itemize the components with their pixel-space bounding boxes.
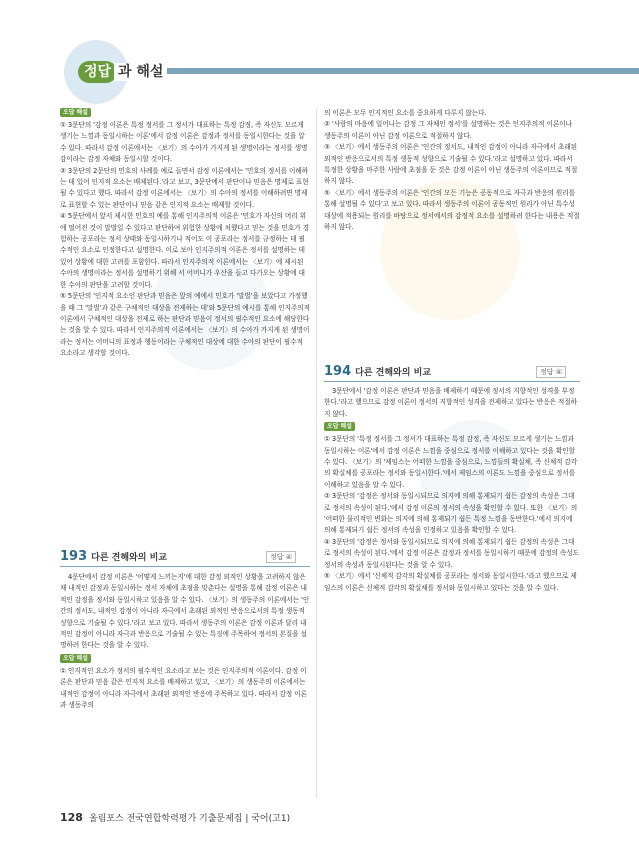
paragraph: ① 3문단의 '감정 이론은 특정 정서를 그 정서가 대표하는 특정 감정, 즉 자신도 모르게 생기는 느낌과 동일시하는 이론'에서 감정 이론은 감정과 정서를 동일시한다는 것을 알 수 있다. 따라서 감정 이론에서는 〈보기〉의 수아가 가지게 된 생명이라는 정서를 생명감이라는 감정 자체와 동일시할 것이다. — [60, 121, 308, 164]
paragraph: ⑤ 5문단의 '인지적 요소인 판단과 믿음은 앞의 예에서 민호가 '말벌'을 보았다고 가정했을 때 그 '말벌'과 같은 구체적인 대상을 전제하는 데'와 5문단의 예시를 통해 인지주의적 이론에서 구체적인 대상을 전제로 하는 판단과 믿음이 정서의 필수적인 요소에 해당한다는 것을 알 수 있다. 따라서 인지주의적 이론에서는 〈보기〉의 수아가 가지게 된 생명이라는 정서는 어머니의 표정과 행동이라는 구체적인 대상에 대한 수아의 판단이 필수적 요소라고 생각할 것이다. — [60, 292, 310, 358]
header-rule — [108, 68, 639, 74]
header-badge: 정답 — [78, 61, 117, 83]
question-title: 다른 견해와의 비교 — [91, 552, 167, 563]
left-explanation — [60, 106, 310, 360]
paragraph: ④ 5문단에서 앞서 제시한 민호의 예를 통해 인지주의적 이론은 '민호가 자신의 머리 위에 떨어진 것이 말벌일 수 있다고 판단하여 위험한 상황에 처했다고 믿는 것을 민호가 경험하는 공포라는 정서 상태와 동일시하기나 적어도 이 공포라는 정서를 규정하는 데 필수적인 요소로 인정한다고 설명한다. 이로 보아 인지주의적 이론은 정서를 설명하는 데 있어 상황에 대한 고려를 포함한다. 따라서 인지주의적 이론에서는 〈보기〉에 제시된 수아의 생명이라는 정서를 설명하기 위해 서 어머니가 우산을 들고 다가오는 상황에 대한 수아의 판단을 고려할 것이다. — [60, 212, 309, 289]
paragraph: ② 3문단의 2문단의 민호의 사례를 예로 들면서 감정 이론에서는 '민호의 정서를 이해하는 데 있어 인지적 요소는 배제된다.'라고 보고, 3문단에서 판단이나 믿음은 명제로 표현될 수 있다고 했다. 따라서 감정 이론에서는 〈보기〉의 수아의 정서를 이해하려면 명제로 표현할 수 있는 판단이나 믿음 같은 인지적 요소는 배제할 것이다. — [60, 166, 309, 209]
question-number: 194 — [324, 363, 352, 379]
wrong-answer-tag: 오답 해설 — [324, 422, 355, 431]
q193-body — [60, 572, 310, 711]
q194-body — [324, 386, 580, 594]
wrong-answer-tag: 오답 해설 — [60, 108, 91, 117]
right-explanation — [324, 108, 580, 233]
paragraph: ⑤ 〈보기〉에서 생동주의 이론은 '인간의 모든 기능은 공동적으로 자극과 반응의 원리를 통해 설명될 수 있다'고 보고 있다. 따라서 생동주의 이론이 공동적인 원리가 아닌 특수성 대상에 적용되는 원리를 바탕으로 정서에서의 감정적 요소를 설명하려 한다는 내용은 적절하지 않다. — [324, 188, 580, 232]
paragraph: ④ 3문단의 '감정은 정서와 동일시되므로 의지에 의해 통제되기 쉽든 감정의 속성은 그대로 정서의 속성이 된다.'에서 감정 이론은 감정과 정서를 동일시하기 때문에 감정의 속성도 정서의 속성과 동일시된다는 것을 알 수 있다. — [324, 537, 580, 569]
paragraph: 의 이론은 모두 인지적인 요소를 중요하게 다루지 않는다. — [324, 109, 487, 117]
paragraph: 4문단에서 감정 이론은 '어떻게 느끼는지'에 대한 감정 외적인 상황을 고려하지 않은 채 내적인 감정과 동일시하는 정서 자체에 초점을 맞춘다는 설명을 통해 감정 이론은 내적인 감정을 정서와 동일시하고 있음을 알 수 있다. 〈보기〉의 생동주의 이론에서는 '인간의 정서도, 내적인 감정이 아니라 자극에서 초래된 외적인 반응으로서의 특정 생동적 성향으로 기술될 수 있다.'라고 보고 있다. 따라서 생동주의 이론은 감정 이론과 달리 내적인 감정이 아니라 자극과 반응으로 기술될 수 있는 특징에 주목하여 정서의 본질을 설명하려 한다는 것을 알 수 있다. — [60, 573, 310, 650]
page-number: 128 — [60, 811, 83, 824]
paragraph: ① 3문단의 '특정 정서를 그 정서가 대표하는 특정 감정, 즉 자신도 모르게 생기는 느낌과 동일시하는 이론'에서 감정 이론은 느낌을 중심으로 정서를 이해하고 있다는 것을 확인할 수 있다. 〈보기〉의 '제임스는 어떠한 느낌을 중심으로, 느낌들의 확실체, 즉 신체적 감각의 확실체를 공포라는 정서와 동일시한다.'에서 제임스의 이론도 느낌을 중심으로 정서를 이해하고 있음을 알 수 있다. — [324, 435, 578, 489]
question-title: 다른 견해와의 비교 — [355, 367, 431, 378]
paragraph: ⑤ 〈보기〉에서 '신체적 감각의 확실체를 공포라는 정서와 동일시한다.'라고 했으므로 제임스의 이론은 신체적 감각의 확실체를 정서와 동일시하고 있다는 것을 알 수 있다. — [324, 572, 577, 592]
answer-badge: 정답 ④ — [536, 366, 566, 378]
question-number: 193 — [60, 548, 88, 564]
footer-text: 올림포스 전국연합학력평가 기출문제집 | 국어(고1) — [88, 814, 291, 824]
header-title: 과 해설 — [114, 63, 167, 81]
wrong-answer-tag: 오답 해설 — [60, 654, 91, 663]
paragraph: ③ 〈보기〉에서 생동주의 이론은 '인간의 정서도, 내적인 감정이 아니라 자극에서 초래된 외적인 반응으로서의 특정 생동적 성향으로 기술될 수 있다.'라고 설명하고 있다. 따라서 특정한 상황을 마주한 사람에 초점을 둔 것은 감정 이론이 아닌 생동주의 이론이므로 적절하지 않다. — [324, 143, 578, 186]
answer-badge: 정답 ④ — [266, 551, 296, 563]
paragraph: ① 인지적인 요소가 정서의 필수적인 요소라고 보는 것은 인지주의적 이론이다. 감정 이론은 판단과 믿음 같은 인지적 요소를 배제하고 있고, 〈보기〉의 생동주의 이론에서는 내적인 감정이 아니라 자극에서 초래된 외적인 반응에 주목하고 있다. 따라서 감정 이론과 생동주의 — [60, 666, 307, 710]
paragraph: ② 3문단의 '감정은 정서와 동일시되므로 의지에 의해 통제되기 쉽든 감정의 속성은 그대로 정서의 속성이 된다.'에서 감정 이론의 정서의 속성을 확인할 수 있다. 또한 〈보기〉의 '어떠한 물리적인 변화는 의지에 의해 통제되기 쉽든 특정 느낌을 동반한다.'에서 의지에 의해 통제되기 쉽든 정서의 속성을 인정하고 있음을 확인할 수 있다. — [324, 492, 578, 535]
paragraph: 3문단에서 '감정 이론은 판단과 믿음을 배제하기 때문에 정서의 지향적인 성격을 부정한다.'라고 했으므로 감정 이론이 정서의 지향적인 성격을 전제하고 있다는 반응은 적절하지 않다. — [324, 387, 577, 418]
column-divider — [316, 108, 317, 798]
question-rule — [60, 566, 310, 567]
page-footer — [60, 811, 290, 824]
question-rule — [324, 381, 580, 382]
paragraph: ② '사람의 마음에 일어나는 감정 그 자체인 정서'를 설명하는 것은 인지주의적 이론이나 생동주의 이론이 아닌 감정 이론으로 적절하지 않다. — [324, 120, 572, 140]
